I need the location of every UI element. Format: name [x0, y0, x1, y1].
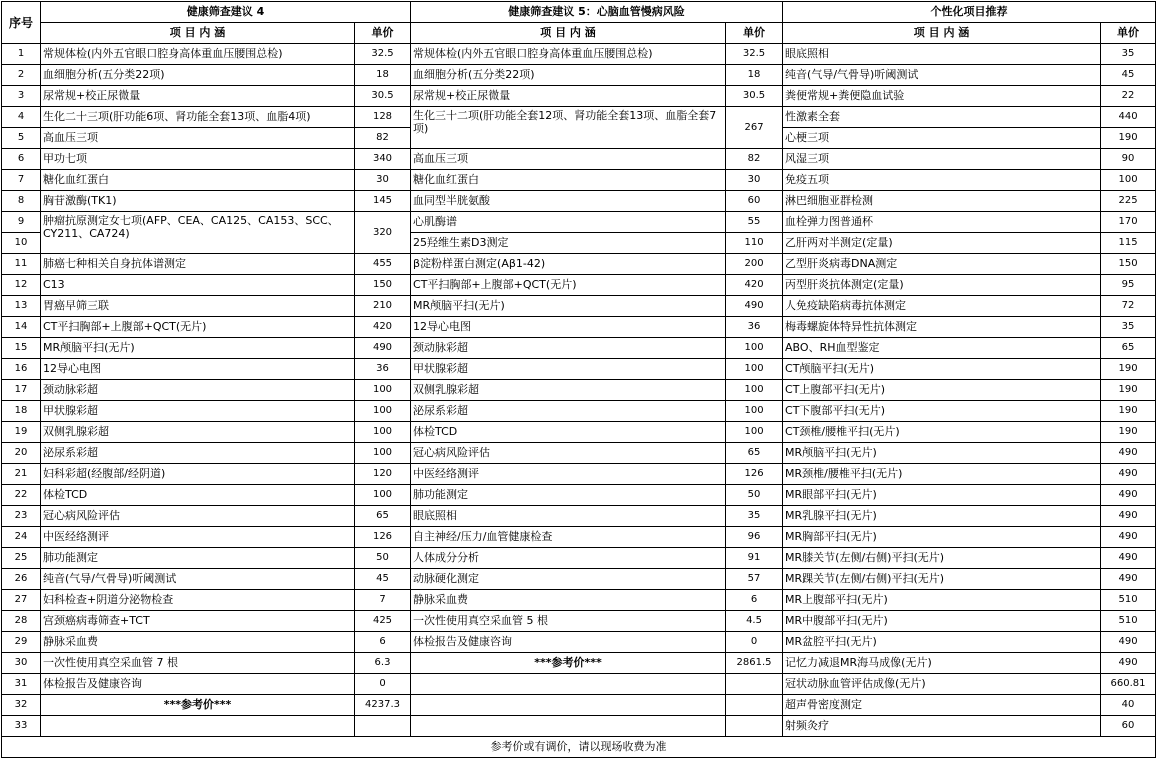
item-name: C13 — [41, 275, 355, 296]
item-price: 45 — [1101, 65, 1156, 86]
table-row — [2, 149, 1156, 170]
subheader-row — [2, 23, 1156, 44]
item-price: 510 — [1101, 611, 1156, 632]
footer-row — [2, 737, 1156, 758]
table-row — [2, 422, 1156, 443]
table-row — [2, 590, 1156, 611]
row-number: 25 — [2, 548, 41, 569]
item-name: 静脉采血费 — [41, 632, 355, 653]
item-price: 96 — [726, 527, 783, 548]
item-name: 肿瘤抗原测定女七项(AFP、CEA、CA125、CA153、SCC、CY211、CA724) — [41, 212, 355, 254]
item-price: 22 — [1101, 86, 1156, 107]
item-price: 45 — [355, 569, 411, 590]
item-name: 中医经络测评 — [41, 527, 355, 548]
item-name: 冠心病风险评估 — [41, 506, 355, 527]
item-name: CT平扫胸部+上腹部+QCT(无片) — [411, 275, 726, 296]
item-name: 甲功七项 — [41, 149, 355, 170]
item-price: 50 — [726, 485, 783, 506]
table-row — [2, 275, 1156, 296]
item-name: MR眼部平扫(无片) — [783, 485, 1101, 506]
empty-cell — [726, 716, 783, 737]
footer-note: 参考价或有调价，请以现场收费为准 — [2, 737, 1156, 758]
row-number: 32 — [2, 695, 41, 716]
item-name: 冠状动脉血管评估成像(无片) — [783, 674, 1101, 695]
header-row — [2, 2, 1156, 23]
item-name: 粪便常规+粪便隐血试验 — [783, 86, 1101, 107]
item-price: 100 — [355, 485, 411, 506]
item-name: 尿常规+校正尿微量 — [41, 86, 355, 107]
item-price: 128 — [355, 107, 411, 128]
row-number: 6 — [2, 149, 41, 170]
item-price: 100 — [355, 380, 411, 401]
item-name: 风湿三项 — [783, 149, 1101, 170]
item-name: 纯音(气导/气骨导)听阈测试 — [783, 65, 1101, 86]
item-name: CT平扫胸部+上腹部+QCT(无片) — [41, 317, 355, 338]
item-price: 100 — [355, 422, 411, 443]
item-price: 190 — [1101, 422, 1156, 443]
item-name: 心肌酶谱 — [411, 212, 726, 233]
empty-cell — [41, 716, 355, 737]
item-price: 18 — [355, 65, 411, 86]
row-number: 20 — [2, 443, 41, 464]
item-price: 35 — [726, 506, 783, 527]
item-price: 490 — [1101, 443, 1156, 464]
empty-cell — [411, 674, 726, 695]
item-price: 126 — [355, 527, 411, 548]
item-price: 40 — [1101, 695, 1156, 716]
empty-cell — [355, 716, 411, 737]
item-price: 57 — [726, 569, 783, 590]
item-name: CT颈椎/腰椎平扫(无片) — [783, 422, 1101, 443]
item-price: 225 — [1101, 191, 1156, 212]
item-price: 320 — [355, 212, 411, 254]
row-number: 22 — [2, 485, 41, 506]
row-number: 8 — [2, 191, 41, 212]
item-price: 18 — [726, 65, 783, 86]
row-number: 16 — [2, 359, 41, 380]
item-price: 35 — [1101, 317, 1156, 338]
item-price: 72 — [1101, 296, 1156, 317]
table-row — [2, 44, 1156, 65]
item-price: 420 — [726, 275, 783, 296]
item-price: 150 — [355, 275, 411, 296]
item-name: 泌尿系彩超 — [41, 443, 355, 464]
item-name: 眼底照相 — [411, 506, 726, 527]
item-name: 免疫五项 — [783, 170, 1101, 191]
item-price: 490 — [1101, 569, 1156, 590]
item-name: 妇科检查+阴道分泌物检查 — [41, 590, 355, 611]
item-price: 32.5 — [355, 44, 411, 65]
empty-cell — [726, 674, 783, 695]
content-column-header: 项 目 内 涵 — [41, 23, 355, 44]
item-name: 甲状腺彩超 — [41, 401, 355, 422]
item-name: 血栓弹力图普通杯 — [783, 212, 1101, 233]
empty-cell — [411, 695, 726, 716]
item-price: 100 — [1101, 170, 1156, 191]
item-name: 梅毒螺旋体特异性抗体测定 — [783, 317, 1101, 338]
item-name: MR颅脑平扫(无片) — [411, 296, 726, 317]
item-price: 490 — [1101, 632, 1156, 653]
content-column-header: 项 目 内 涵 — [783, 23, 1101, 44]
table-row — [2, 254, 1156, 275]
item-price: 82 — [355, 128, 411, 149]
item-price: 210 — [355, 296, 411, 317]
row-number: 28 — [2, 611, 41, 632]
item-name: 常规体检(内外五官眼口腔身高体重血压腰围总检) — [411, 44, 726, 65]
item-name: 颈动脉彩超 — [411, 338, 726, 359]
table-row — [2, 170, 1156, 191]
item-name: 颈动脉彩超 — [41, 380, 355, 401]
item-name: 妇科彩超(经腹部/经阴道) — [41, 464, 355, 485]
item-price: 65 — [355, 506, 411, 527]
item-price: 120 — [355, 464, 411, 485]
row-number: 21 — [2, 464, 41, 485]
item-name: CT颅脑平扫(无片) — [783, 359, 1101, 380]
item-name: 双侧乳腺彩超 — [41, 422, 355, 443]
item-price: 30 — [726, 170, 783, 191]
table-row — [2, 296, 1156, 317]
item-price: 30.5 — [355, 86, 411, 107]
item-name: 中医经络测评 — [411, 464, 726, 485]
item-name: 心梗三项 — [783, 128, 1101, 149]
item-name: 体检报告及健康咨询 — [411, 632, 726, 653]
item-name: MR踝关节(左侧/右侧)平扫(无片) — [783, 569, 1101, 590]
reference-total-label: ***参考价*** — [411, 653, 726, 674]
empty-cell — [411, 716, 726, 737]
item-name: 眼底照相 — [783, 44, 1101, 65]
item-name: β淀粉样蛋白测定(Aβ1-42) — [411, 254, 726, 275]
item-name: ABO、RH血型鉴定 — [783, 338, 1101, 359]
item-price: 490 — [355, 338, 411, 359]
item-price: 30 — [355, 170, 411, 191]
price-column-header: 单价 — [355, 23, 411, 44]
item-name: 血细胞分析(五分类22项) — [411, 65, 726, 86]
item-price: 32.5 — [726, 44, 783, 65]
item-name: 超声骨密度测定 — [783, 695, 1101, 716]
table-row — [2, 317, 1156, 338]
table-row — [2, 380, 1156, 401]
table-row — [2, 359, 1156, 380]
table-row — [2, 338, 1156, 359]
table-row — [2, 674, 1156, 695]
item-name: 糖化血红蛋白 — [411, 170, 726, 191]
row-number: 27 — [2, 590, 41, 611]
item-price: 82 — [726, 149, 783, 170]
item-price: 55 — [726, 212, 783, 233]
item-name: 自主神经/压力/血管健康检查 — [411, 527, 726, 548]
item-price: 100 — [726, 338, 783, 359]
item-name: 纯音(气导/气骨导)听阈测试 — [41, 569, 355, 590]
item-name: 甲状腺彩超 — [411, 359, 726, 380]
table-row — [2, 695, 1156, 716]
table-row — [2, 401, 1156, 422]
item-name: 25羟维生素D3测定 — [411, 233, 726, 254]
item-name: 糖化血红蛋白 — [41, 170, 355, 191]
item-name: 生化二十三项(肝功能6项、肾功能全套13项、血脂4项) — [41, 107, 355, 128]
item-name: MR胸部平扫(无片) — [783, 527, 1101, 548]
item-price: 35 — [1101, 44, 1156, 65]
item-price: 145 — [355, 191, 411, 212]
row-number: 10 — [2, 233, 41, 254]
item-price: 60 — [1101, 716, 1156, 737]
row-number: 7 — [2, 170, 41, 191]
item-price: 91 — [726, 548, 783, 569]
empty-cell — [726, 695, 783, 716]
item-price: 455 — [355, 254, 411, 275]
item-price: 490 — [1101, 653, 1156, 674]
row-number: 9 — [2, 212, 41, 233]
item-name: 血细胞分析(五分类22项) — [41, 65, 355, 86]
row-number: 29 — [2, 632, 41, 653]
item-price: 420 — [355, 317, 411, 338]
item-name: 胸苷激酶(TK1) — [41, 191, 355, 212]
row-number: 18 — [2, 401, 41, 422]
item-name: 常规体检(内外五官眼口腔身高体重血压腰围总检) — [41, 44, 355, 65]
table-row — [2, 212, 1156, 233]
item-price: 425 — [355, 611, 411, 632]
table-row — [2, 527, 1156, 548]
item-price: 200 — [726, 254, 783, 275]
row-number: 17 — [2, 380, 41, 401]
item-name: 乙肝两对半测定(定量) — [783, 233, 1101, 254]
row-number: 12 — [2, 275, 41, 296]
table-row — [2, 65, 1156, 86]
item-price: 100 — [726, 422, 783, 443]
item-name: 血同型半胱氨酸 — [411, 191, 726, 212]
item-price: 190 — [1101, 380, 1156, 401]
item-price: 190 — [1101, 359, 1156, 380]
item-price: 100 — [726, 359, 783, 380]
item-name: 射频灸疗 — [783, 716, 1101, 737]
item-price: 100 — [726, 380, 783, 401]
row-number: 5 — [2, 128, 41, 149]
item-price: 340 — [355, 149, 411, 170]
item-name: 胃癌早筛三联 — [41, 296, 355, 317]
item-price: 100 — [355, 401, 411, 422]
row-number: 24 — [2, 527, 41, 548]
item-price: 126 — [726, 464, 783, 485]
item-name: MR颈椎/腰椎平扫(无片) — [783, 464, 1101, 485]
table-row — [2, 443, 1156, 464]
item-name: 淋巴细胞亚群检测 — [783, 191, 1101, 212]
row-number: 14 — [2, 317, 41, 338]
item-name: MR颅脑平扫(无片) — [783, 443, 1101, 464]
item-price: 30.5 — [726, 86, 783, 107]
item-price: 95 — [1101, 275, 1156, 296]
item-name: 肺功能测定 — [411, 485, 726, 506]
item-name: 生化三十二项(肝功能全套12项、肾功能全套13项、血脂全套7项) — [411, 107, 726, 149]
item-name: MR盆腔平扫(无片) — [783, 632, 1101, 653]
item-price: 7 — [355, 590, 411, 611]
table-row — [2, 86, 1156, 107]
package-title-4: 健康筛查建议 4 — [41, 2, 411, 23]
item-name: 泌尿系彩超 — [411, 401, 726, 422]
table-row — [2, 611, 1156, 632]
reference-total-price: 4237.3 — [355, 695, 411, 716]
row-number: 33 — [2, 716, 41, 737]
item-name: 高血压三项 — [41, 128, 355, 149]
row-number: 23 — [2, 506, 41, 527]
item-name: 静脉采血费 — [411, 590, 726, 611]
table-row — [2, 569, 1156, 590]
price-column-header: 单价 — [726, 23, 783, 44]
package-title-5: 健康筛查建议 5：心脑血管慢病风险 — [411, 2, 783, 23]
item-name: 一次性使用真空采血管 7 根 — [41, 653, 355, 674]
row-number: 31 — [2, 674, 41, 695]
table-row — [2, 548, 1156, 569]
item-name: 宫颈癌病毒筛查+TCT — [41, 611, 355, 632]
item-price: 490 — [1101, 527, 1156, 548]
item-name: 一次性使用真空采血管 5 根 — [411, 611, 726, 632]
item-price: 190 — [1101, 401, 1156, 422]
item-name: MR颅脑平扫(无片) — [41, 338, 355, 359]
item-name: 记忆力减退MR海马成像(无片) — [783, 653, 1101, 674]
item-name: 体检报告及健康咨询 — [41, 674, 355, 695]
item-price: 490 — [1101, 464, 1156, 485]
item-price: 90 — [1101, 149, 1156, 170]
item-price: 440 — [1101, 107, 1156, 128]
item-price: 660.81 — [1101, 674, 1156, 695]
table-row — [2, 653, 1156, 674]
item-name: 人体成分分析 — [411, 548, 726, 569]
item-name: MR膝关节(左侧/右侧)平扫(无片) — [783, 548, 1101, 569]
item-price: 0 — [355, 674, 411, 695]
row-number: 2 — [2, 65, 41, 86]
row-number: 26 — [2, 569, 41, 590]
item-price: 190 — [1101, 128, 1156, 149]
item-price: 4.5 — [726, 611, 783, 632]
item-price: 100 — [355, 443, 411, 464]
item-name: 肺癌七种相关自身抗体谱测定 — [41, 254, 355, 275]
item-name: MR中腹部平扫(无片) — [783, 611, 1101, 632]
package-title-6: 个性化项目推荐 — [783, 2, 1156, 23]
item-price: 50 — [355, 548, 411, 569]
item-name: 丙型肝炎抗体测定(定量) — [783, 275, 1101, 296]
table-row — [2, 506, 1156, 527]
item-price: 170 — [1101, 212, 1156, 233]
row-number: 4 — [2, 107, 41, 128]
item-name: CT下腹部平扫(无片) — [783, 401, 1101, 422]
price-column-header: 单价 — [1101, 23, 1156, 44]
item-price: 510 — [1101, 590, 1156, 611]
reference-total-label: ***参考价*** — [41, 695, 355, 716]
item-name: MR乳腺平扫(无片) — [783, 506, 1101, 527]
item-price: 100 — [726, 401, 783, 422]
item-price: 150 — [1101, 254, 1156, 275]
item-name: 肺功能测定 — [41, 548, 355, 569]
table-row — [2, 632, 1156, 653]
item-price: 490 — [1101, 548, 1156, 569]
item-name: 尿常规+校正尿微量 — [411, 86, 726, 107]
item-price: 490 — [1101, 485, 1156, 506]
content-column-header: 项 目 内 涵 — [411, 23, 726, 44]
item-price: 0 — [726, 632, 783, 653]
item-price: 36 — [726, 317, 783, 338]
item-name: 12导心电图 — [411, 317, 726, 338]
item-price: 267 — [726, 107, 783, 149]
row-number: 15 — [2, 338, 41, 359]
seq-header: 序号 — [2, 2, 41, 44]
row-number: 11 — [2, 254, 41, 275]
item-price: 60 — [726, 191, 783, 212]
item-price: 65 — [1101, 338, 1156, 359]
item-name: 高血压三项 — [411, 149, 726, 170]
item-name: 12导心电图 — [41, 359, 355, 380]
item-price: 6 — [355, 632, 411, 653]
item-price: 65 — [726, 443, 783, 464]
item-price: 6 — [726, 590, 783, 611]
item-name: 冠心病风险评估 — [411, 443, 726, 464]
row-number: 1 — [2, 44, 41, 65]
item-name: CT上腹部平扫(无片) — [783, 380, 1101, 401]
item-price: 36 — [355, 359, 411, 380]
table-row — [2, 107, 1156, 128]
table-row — [2, 464, 1156, 485]
item-price: 6.3 — [355, 653, 411, 674]
item-name: 体检TCD — [41, 485, 355, 506]
item-name: 乙型肝炎病毒DNA测定 — [783, 254, 1101, 275]
item-name: 体检TCD — [411, 422, 726, 443]
price-table — [1, 1, 1156, 758]
item-name: 双侧乳腺彩超 — [411, 380, 726, 401]
item-name: 动脉硬化测定 — [411, 569, 726, 590]
item-price: 490 — [1101, 506, 1156, 527]
row-number: 3 — [2, 86, 41, 107]
table-row — [2, 485, 1156, 506]
item-name: 人免疫缺陷病毒抗体测定 — [783, 296, 1101, 317]
row-number: 30 — [2, 653, 41, 674]
item-name: 性激素全套 — [783, 107, 1101, 128]
item-price: 115 — [1101, 233, 1156, 254]
reference-total-price: 2861.5 — [726, 653, 783, 674]
table-row — [2, 191, 1156, 212]
item-price: 490 — [726, 296, 783, 317]
table-row — [2, 716, 1156, 737]
item-price: 110 — [726, 233, 783, 254]
row-number: 19 — [2, 422, 41, 443]
item-name: MR上腹部平扫(无片) — [783, 590, 1101, 611]
row-number: 13 — [2, 296, 41, 317]
